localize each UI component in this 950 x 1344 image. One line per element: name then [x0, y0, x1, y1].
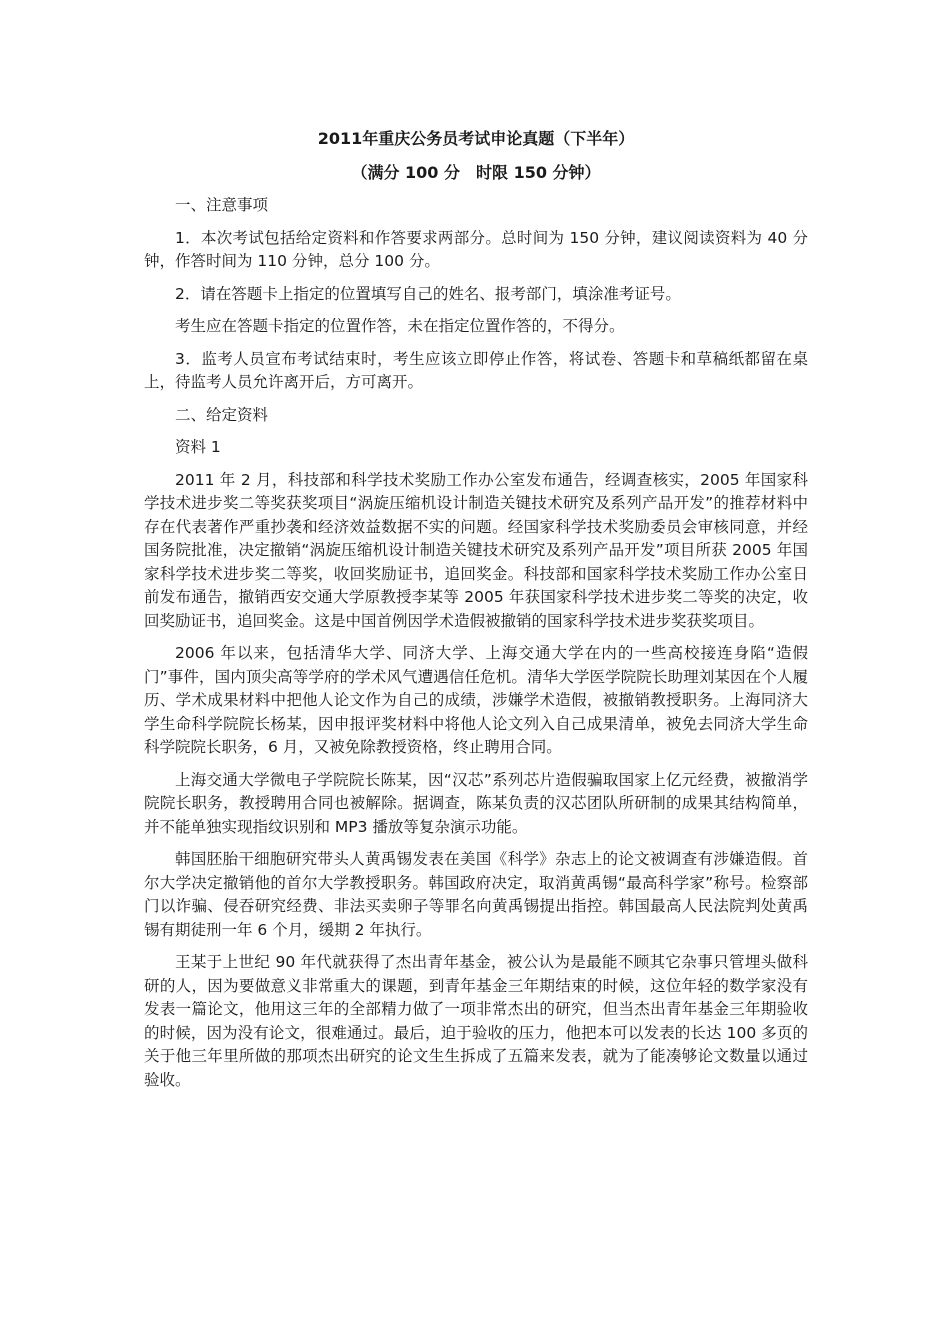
note-item-3: 3．监考人员宣布考试结束时，考生应该立即停止作答，将试卷、答题卡和草稿纸都留在桌上，待监考人员允许离开后，方可离开。 — [144, 349, 808, 391]
material-heading-1: 资料 1 — [175, 438, 221, 456]
body-paragraph: 2011 年 2 月，科技部和科学技术奖励工作办公室发布通告，经调查核实，2005 年国家科学技术进步奖二等奖获奖项目“涡旋压缩机设计制造关键技术研究及系列产品开发”的推荐材料中存在代表著作严重抄袭和经济效益数据不实的问题。经国家科学技术奖励委员会审核同意，并经国务院批准，决定撤销“涡旋压缩机设计制造关键技术研究及系列产品开发”项目所获 2005 年国家科学技术进步奖二等奖，收回奖励证书，追回奖金。科技部和国家科学技术奖励工作办公室日前发布通告，撤销西安交通大学原教授李某等 2005 年获国家科学技术进步奖二等奖的决定，收回奖励证书，追回奖金。这是中国首例因学术造假被撤销的国家科学技术进步奖获奖项目。 — [144, 470, 808, 630]
body-paragraph: 上海交通大学微电子学院院长陈某，因“汉芯”系列芯片造假骗取国家上亿元经费，被撤消学院院长职务，教授聘用合同也被解除。据调查，陈某负责的汉芯团队所研制的成果其结构简单，并不能单独实现指纹识别和 MP3 播放等复杂演示功能。 — [144, 770, 808, 836]
body-paragraph: 韩国胚胎干细胞研究带头人黄禹锡发表在美国《科学》杂志上的论文被调查有涉嫌造假。首尔大学决定撤销他的首尔大学教授职务。韩国政府决定，取消黄禹锡“最高科学家”称号。检察部门以诈骗、侵吞研究经费、非法买卖卵子等罪名向黄禹锡提出指控。韩国最高人民法院判处黄禹锡有期徒刑一年 6 个月，缓期 2 年执行。 — [144, 850, 808, 939]
body-paragraph: 2006 年以来，包括清华大学、同济大学、上海交通大学在内的一些高校接连身陷“造假门”事件，国内顶尖高等学府的学术风气遭遇信任危机。清华大学医学院院长助理刘某因在个人履历、学术成果材料中把他人论文作为自己的成绩，涉嫌学术造假，被撤销教授职务。上海同济大学生命科学院院长杨某，因申报评奖材料中将他人论文列入自己成果清单，被免去同济大学生命科学院院长职务，6 月，又被免除教授资格，终止聘用合同。 — [144, 644, 808, 756]
note-item-1: 1．本次考试包括给定资料和作答要求两部分。总时间为 150 分钟，建议阅读资料为 40 分钟，作答时间为 110 分钟，总分 100 分。 — [144, 228, 808, 270]
section-heading-materials: 二、给定资料 — [175, 405, 269, 424]
section-heading-notes: 一、注意事项 — [175, 196, 269, 214]
body-paragraph: 王某于上世纪 90 年代就获得了杰出青年基金，被公认为是最能不顾其它杂事只管埋头做科研的人，因为要做意义非常重大的课题，到青年基金三年期结束的时候，这位年轻的数学家没有发表一篇论文，他用这三年的全部精力做了一项非常杰出的研究，但当杰出青年基金三年期验收的时候，因为没有论文，很难通过。最后，迫于验收的压力，他把本可以发表的长达 100 多页的关于他三年里所做的那项杰出研究的论文生生拆成了五篇来发表，就为了能凑够论文数量以通过验收。 — [144, 953, 808, 1089]
note-item-2-continued: 考生应在答题卡指定的位置作答，未在指定位置作答的，不得分。 — [175, 317, 625, 335]
document-title: 2011年重庆公务员考试申论真题（下半年） — [317, 129, 635, 148]
document-subtitle: （满分 100 分 时限 150 分钟） — [351, 163, 601, 182]
document-page — [144, 128, 808, 1101]
note-item-2: 2．请在答题卡上指定的位置填写自己的姓名、报考部门，填涂准考证号。 — [175, 284, 681, 303]
